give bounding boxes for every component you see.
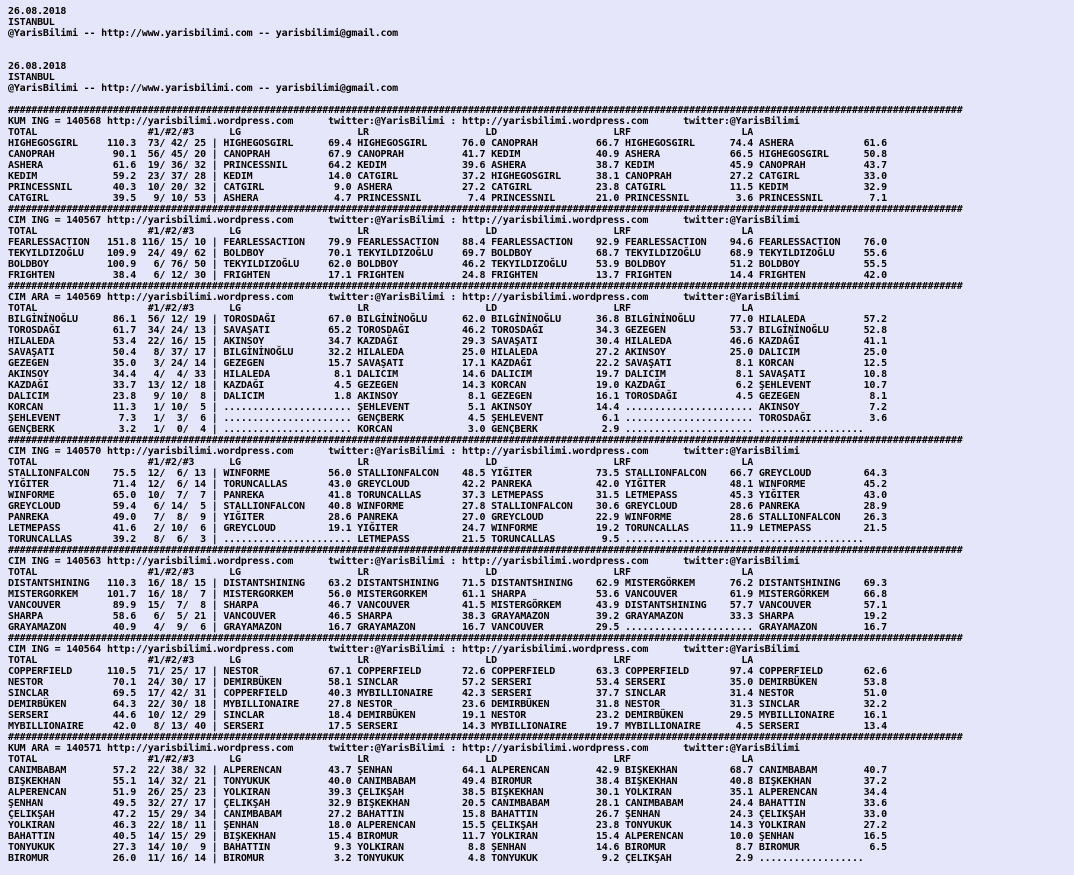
race-report-text: 26.08.2018 ISTANBUL @YarisBilimi -- http://www.yarisbilimi.com -- yarisbilimi@gmail.com 26.08.2018 ISTANBUL @YarisBilimi -- http://www.yarisbilimi.com -- yarisbilimi@gmail.com #################################################################################################################################################################### KUM ING = 140568 http://yarisbilimi.wordpress.com twitter:@YarisBilimi : http://yarisbilimi.wordpress.com twitter:@YarisBilimi TOTAL #1/#2/#3 LG LR LD LRF LA HIGHEGOSGIRL 110.3 73/ 42/ 25 | HIGHEGOSGIRL 69.4 HIGHEGOSGIRL 76.0 CANOPRAH 66.7 HIGHEGOSGIRL 74.4 ASHERA 61.6 CANOPRAH 90.1 56/ 45/ 20 | CANOPRAH 67.9 CANOPRAH 41.7 KEDIM 40.9 ASHERA 66.5 HIGHEGOSGIRL 50.8 ASHERA 61.6 19/ 36/ 32 | PRINCESSNIL 64.2 KEDIM 39.6 ASHERA 38.7 KEDIM 45.9 CANOPRAH 43.7 KEDIM 59.2 23/ 37/ 28 | KEDIM 14.0 CATGIRL 37.2 HIGHEGOSGIRL 38.1 CANOPRAH 27.2 CATGIRL 33.0 PRINCESSNIL 40.3 10/ 20/ 32 | CATGIRL 9.0 ASHERA 27.2 CATGIRL 23.8 CATGIRL 11.5 KEDIM 32.9 CATGIRL 39.5 9/ 10/ 53 | ASHERA 4.7 PRINCESSNIL 7.4 PRINCESSNIL 21.0 PRINCESSNIL 3.6 PRINCESSNIL 7.1 #################################################################################################################################################################### CIM ING = 140567 http://yarisbilimi.wordpress.com twitter:@YarisBilimi : http://yarisbilimi.wordpress.com twitter:@YarisBilimi TOTAL #1/#2/#3 LG LR LD LRF LA FEARLESSACTION 151.8 116/ 15/ 10 | FEARLESSACTION 79.9 FEARLESSACTION 88.4 FEARLESSACTION 92.9 FEARLESSACTION 94.6 FEARLESSACTION 76.0 TEKYILDIZOĞLU 109.9 24/ 49/ 62 | BOLDBOY 70.1 TEKYILDIZOĞLU 69.7 BOLDBOY 68.7 TEKYILDIZOĞLU 68.9 TEKYILDIZOĞLU 55.6 BOLDBOY 100.9 6/ 76/ 50 | TEKYILDIZOĞLU 62.0 BOLDBOY 46.2 TEKYILDIZOĞLU 53.9 BOLDBOY 51.2 BOLDBOY 55.5 FRIGHTEN 38.4 6/ 12/ 30 | FRIGHTEN 17.1 FRIGHTEN 24.8 FRIGHTEN 13.7 FRIGHTEN 14.4 FRIGHTEN 42.0 #################################################################################################################################################################### CIM ARA = 140569 http://yarisbilimi.wordpress.com twitter:@YarisBilimi : http://yarisbilimi.wordpress.com twitter:@YarisBilimi TOTAL #1/#2/#3 LG LR LD LRF LA BILGİNİNOĞLU 86.1 56/ 12/ 19 | TOROSDAĞI 67.0 BILGİNİNOĞLU 62.0 BILGİNİNOĞLU 36.8 BILGİNİNOĞLU 77.0 HILALEDA 57.2 TOROSDAĞI 61.7 34/ 24/ 13 | SAVAŞATI 65.2 TOROSDAĞI 46.2 TOROSDAĞI 34.3 GEZEGEN 53.7 BILGİNİNOĞLU 52.8 HILALEDA 53.4 22/ 16/ 15 | AKINSOY 34.7 KAZDAĞI 29.3 SAVAŞATI 30.4 HILALEDA 46.6 KAZDAĞI 41.1 SAVAŞATI 50.4 8/ 37/ 17 | BILGİNİNOĞLU 32.2 HILALEDA 25.0 HILALEDA 27.2 AKINSOY 25.0 DALICIM 25.0 GEZEGEN 35.0 3/ 24/ 14 | GEZEGEN 15.7 SAVAŞATI 17.1 KAZDAĞI 22.2 SAVAŞATI 8.1 KORCAN 12.5 AKINSOY 34.4 4/ 4/ 33 | HILALEDA 8.1 DALICIM 14.6 DALICIM 19.7 DALICIM 8.1 SAVAŞATI 10.8 KAZDAĞI 33.7 13/ 12/ 18 | KAZDAĞI 4.5 GEZEGEN 14.3 KORCAN 19.0 KAZDAĞI 6.2 ŞEHLEVENT 10.7 DALICIM 23.8 9/ 10/ 8 | DALICIM 1.8 AKINSOY 8.1 GEZEGEN 16.1 TOROSDAĞI 4.5 GEZEGEN 8.1 KORCAN 11.3 1/ 10/ 5 | ...................... ŞEHLEVENT 5.1 AKINSOY 14.4 ...................... AKINSOY 7.2 ŞEHLEVENT 7.3 1/ 3/ 6 | ...................... GENÇBERK 4.5 ŞEHLEVENT 6.1 ...................... TOROSDAĞI 3.6 GENÇBERK 3.2 1/ 0/ 4 | ...................... KORCAN 3.0 GENÇBERK 2.9 ...................... .................. #################################################################################################################################################################### CIM ING = 140570 http://yarisbilimi.wordpress.com twitter:@YarisBilimi : http://yarisbilimi.wordpress.com twitter:@YarisBilimi TOTAL #1/#2/#3 LG LR LD LRF LA STALLIONFALCON 75.5 12/ 6/ 13 | WINFORME 56.0 STALLIONFALCON 48.5 YIĞITER 73.5 STALLIONFALCON 66.7 GREYCLOUD 64.3 YIĞITER 71.4 12/ 6/ 14 | TORUNCALLAS 43.0 GREYCLOUD 42.2 PANREKA 42.0 YIĞITER 48.1 WINFORME 45.2 WINFORME 65.0 10/ 7/ 7 | PANREKA 41.8 TORUNCALLAS 37.3 LETMEPASS 31.5 LETMEPASS 45.3 YIĞITER 43.0 GREYCLOUD 59.4 6/ 14/ 5 | STALLIONFALCON 40.8 WINFORME 27.8 STALLIONFALCON 30.6 GREYCLOUD 28.6 PANREKA 28.9 PANREKA 49.0 7/ 8/ 9 | YIĞITER 28.6 PANREKA 27.0 GREYCLOUD 22.9 WINFORME 28.6 STALLIONFALCON 26.3 LETMEPASS 41.6 2/ 10/ 6 | GREYCLOUD 19.1 YIĞITER 24.7 WINFORME 19.2 TORUNCALLAS 11.9 LETMEPASS 21.5 TORUNCALLAS 39.2 8/ 6/ 3 | ...................... LETMEPASS 21.5 TORUNCALLAS 9.5 ...................... .................. #################################################################################################################################################################### CIM ING = 140563 http://yarisbilimi.wordpress.com twitter:@YarisBilimi : http://yarisbilimi.wordpress.com twitter:@YarisBilimi TOTAL #1/#2/#3 LG LR LD LRF LA DISTANTSHINING 110.3 16/ 18/ 15 | DISTANTSHINING 63.2 DISTANTSHINING 71.5 DISTANTSHINING 62.9 MISTERGÖRKEM 76.2 DISTANTSHINING 69.3 MISTERGORKEM 101.7 16/ 18/ 7 | MISTERGORKEM 56.0 MISTERGORKEM 61.1 SHARPA 53.6 VANCOUVER 61.9 MISTERGÖRKEM 66.8 VANCOUVER 89.9 15/ 7/ 8 | SHARPA 46.7 VANCOUVER 41.5 MISTERGÖRKEM 43.9 DISTANTSHINING 57.7 VANCOUVER 57.1 SHARPA 58.6 6/ 5/ 21 | VANCOUVER 46.5 SHARPA 38.3 GRAYAMAZON 39.2 GRAYAMAZON 33.3 SHARPA 19.2 GRAYAMAZON 40.9 4/ 9/ 6 | GRAYAMAZON 16.7 GRAYAMAZON 16.7 VANCOUVER 29.5 ...................... GRAYAMAZON 16.7 #################################################################################################################################################################### CIM ING = 140564 http://yarisbilimi.wordpress.com twitter:@YarisBilimi : http://yarisbilimi.wordpress.com twitter:@YarisBilimi TOTAL #1/#2/#3 LG LR LD LRF LA COPPERFIELD 110.5 71/ 25/ 17 | NESTOR 67.1 COPPERFIELD 72.6 COPPERFIELD 63.3 COPPERFIELD 97.4 COPPERFIELD 62.6 NESTOR 70.1 24/ 30/ 17 | DEMIRBÜKEN 58.1 SINCLAR 57.2 SERSERI 53.4 SERSERI 35.0 DEMIRBÜKEN 53.8 SINCLAR 69.5 17/ 42/ 31 | COPPERFIELD 40.3 MYBILLIONAIRE 42.3 SERSERI 37.7 SINCLAR 31.4 NESTOR 51.0 DEMIRBÜKEN 64.3 22/ 30/ 18 | MYBILLIONAIRE 27.8 NESTOR 23.6 DEMIRBÜKEN 31.8 NESTOR 31.3 SINCLAR 32.2 SERSERI 44.6 10/ 12/ 29 | SINCLAR 18.4 DEMIRBÜKEN 19.1 NESTOR 23.2 DEMIRBÜKEN 29.5 MYBILLIONAIRE 16.1 MYBILLIONAIRE 42.0 8/ 13/ 40 | SERSERI 17.5 SERSERI 14.3 MYBILLIONAIRE 19.7 MYBILLIONAIRE 4.5 SERSERI 13.4 #################################################################################################################################################################### KUM ARA = 140571 http://yarisbilimi.wordpress.com twitter:@YarisBilimi : http://yarisbilimi.wordpress.com twitter:@YarisBilimi TOTAL #1/#2/#3 LG LR LD LRF LA CANIMBABAM 57.2 22/ 38/ 32 | ALPERENCAN 43.7 ŞENHAN 64.1 ALPERENCAN 42.9 BIŞKEKHAN 68.7 CANIMBABAM 40.7 BIŞKEKHAN 55.1 14/ 32/ 21 | TONYUKUK 40.0 CANIMBABAM 49.4 BIROMUR 38.4 BIŞKEKHAN 40.8 BIŞKEKHAN 37.2 ALPERENCAN 51.9 26/ 25/ 23 | YOLKIRAN 39.3 ÇELIKŞAH 38.5 BIŞKEKHAN 30.1 YOLKIRAN 35.1 ALPERENCAN 34.4 ŞENHAN 49.5 32/ 27/ 17 | ÇELIKŞAH 32.9 BIŞKEKHAN 20.5 CANIMBABAM 28.1 CANIMBABAM 24.4 BAHATTIN 33.6 ÇELIKŞAH 47.2 15/ 29/ 34 | CANIMBABAM 27.2 BAHATTIN 15.8 BAHATTIN 26.7 ŞENHAN 24.3 ÇELIKŞAH 33.0 YOLKIRAN 46.3 22/ 18/ 11 | ŞENHAN 18.0 ALPERENCAN 15.5 ÇELIKŞAH 23.8 TONYUKUK 14.3 YOLKIRAN 27.2 BAHATTIN 40.5 14/ 15/ 29 | BIŞKEKHAN 15.4 BIROMUR 11.7 YOLKIRAN 15.4 ALPERENCAN 10.0 ŞENHAN 16.5 TONYUKUK 27.3 14/ 10/ 9 | BAHATTIN 9.3 YOLKIRAN 8.8 ŞENHAN 14.6 BIROMUR 8.7 BIROMUR 6.5 BIROMUR 26.0 11/ 16/ 14 | BIROMUR 3.2 TONYUKUK 4.8 TONYUKUK 9.2 ÇELIKŞAH 2.9 .................. — [8, 6, 963, 864]
